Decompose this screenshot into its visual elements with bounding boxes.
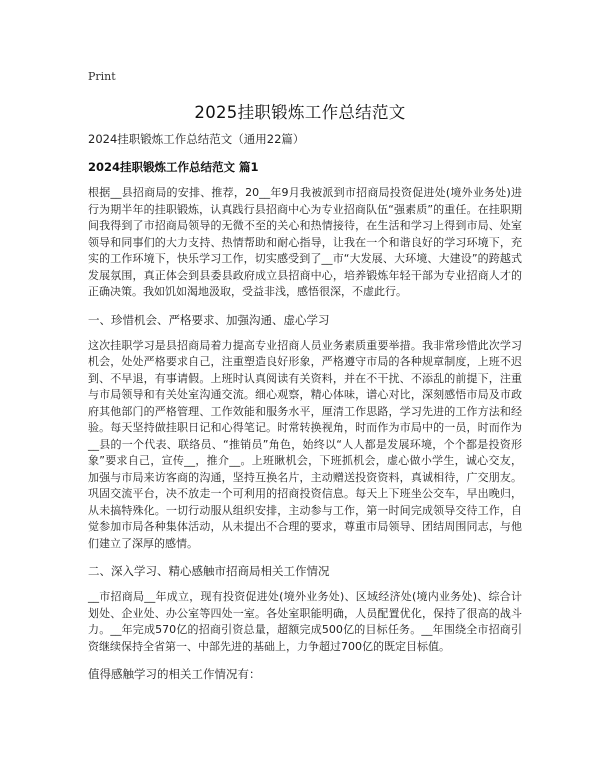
heading-part-two: 二、深入学习、精心感触市招商局相关工作情况 bbox=[88, 564, 330, 578]
section-heading: 2024挂职锻炼工作总结范文 篇1 bbox=[88, 160, 259, 174]
paragraph-part-one: 这次挂职学习是县招商局着力提高专业招商人员业务素质重要举措。我非常珍惜此次学习机会，处处严格要求自己，注重塑造良好形象，严格遵守市局的各种规章制度，上班不迟到、不早退，有事请假。上班时认真阅读有关资料，并在不干扰、不添乱的前提下，注重与市局领导和有关处室沟通交流。细心观察，精心体味，谱心对比，深刻感悟市局及市政府其他部门的严格管理、工作效能和服务水平，厘清工作思路，学习先进的工作方法和经验。每天坚持做挂职日记和心得笔记。时常转换视角，时而作为市局中的一员，时而作为__县的一个代表、联络员、“推销员”角色，始终以“人人都是发展环境，个个都是投资形象”要求自己，宣传__，推介__。上班瞅机会，下班抓机会，虚心做小学生，诚心交友，加强与市局来访客商的沟通，坚持互换名片，主动赠送投资资料，真诚相待，广交朋友。巩固交流平台，决不放走一个可利用的招商投资信息。每天上下班坐公交车，早出晚归，从未搞特殊化。一切行动服从组织安排，主动参与工作，第一时间完成领导交待工作，自觉参加市局各种集体活动，从未提出不合理的要求，尊重市局领导、团结周围同志，与他们建立了深厚的感情。 bbox=[88, 338, 522, 550]
heading-worth-learning: 值得感触学习的相关工作情况有： bbox=[88, 667, 261, 681]
print-link[interactable]: Print bbox=[88, 70, 116, 83]
page-title: 2025挂职锻炼工作总结范文 bbox=[194, 103, 406, 122]
document-body bbox=[88, 130, 522, 692]
subtitle: 2024挂职锻炼工作总结范文（通用22篇） bbox=[88, 132, 305, 146]
paragraph-intro: 根据__县招商局的安排、推荐，20__年9月我被派到市招商局投资促进处(境外业务处)进行为期半年的挂职锻炼，认真践行县招商中心为专业招商队伍“强素质”的重任。在挂职期间我得到了市招商局领导的无微不至的关心和热情接待，在生活和学习上得到市局、处室领导和同事们的大力支持、热情帮助和耐心指导，让我在一个和谐良好的学习环境下，充实的工作环境下，快乐学习工作，切实感受到了__市“大发展、大环境、大建设”的跨越式发展氛围，真正体会到县委县政府成立县招商中心，培养锻炼年轻干部为专业招商人才的正确决策。我如饥如渴地汲取，受益非浅，感悟很深，不虚此行。 bbox=[88, 186, 522, 298]
heading-part-one: 一、珍惜机会、严格要求、加强沟通、虚心学习 bbox=[88, 312, 330, 327]
paragraph-part-two: __市招商局__年成立，现有投资促进处(境外业务处)、区域经济处(境内业务处)、综合计划处、企业处、办公室等四处一室。各处室职能明确，人员配置优化，保持了很高的战斗力。__年完成570亿的招商引资总量，超额完成500亿的目标任务。__年围绕全市招商引资继续保持全省第一、中部先进的基础上，力争超过700亿的既定目标值。 bbox=[88, 590, 522, 653]
